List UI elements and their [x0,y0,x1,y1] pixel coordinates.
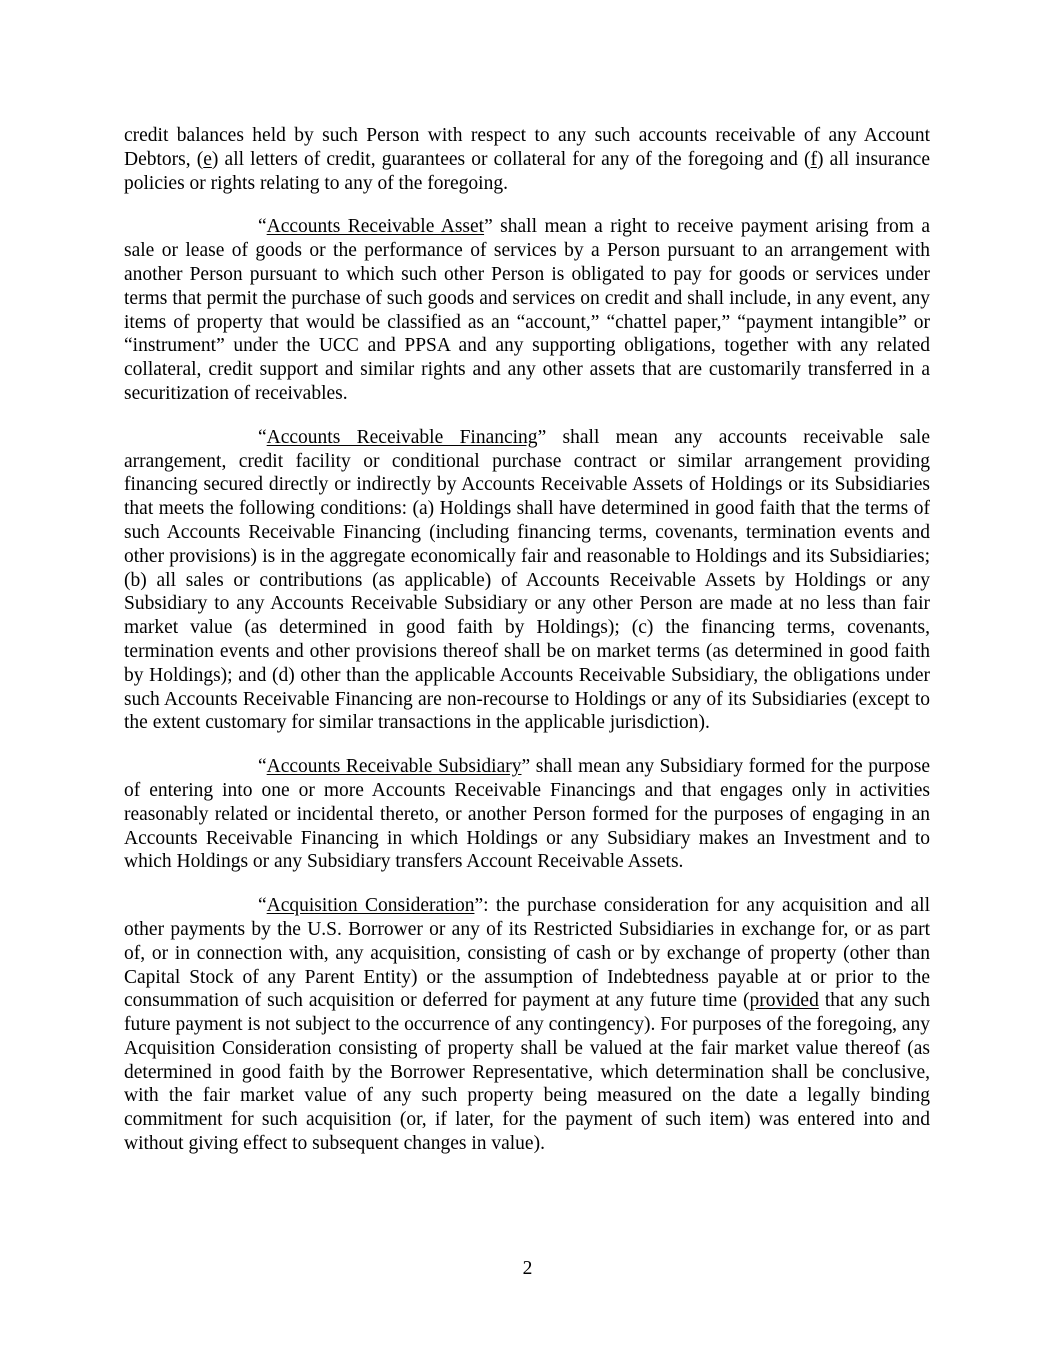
definition-accounts-receivable-subsidiary [124,755,930,874]
definition-text-after: that any such future payment is not subject to the occurrence of any contingency). For purposes of the foregoing, any Acquisition Consideration consisting of property shall be valued at the fair market value thereof (as determined in good faith by the Borrower Representative, which determination shall be conclusive, with the fair market value of any such property being measured on the date a legally binding commitment for such acquisition (or, if later, for the payment of such item) was entered into and without giving effect to subsequent changes in value). [124,990,931,1155]
document-body [124,124,930,1176]
continuation-text-2: ) all letters of credit, guarantees or collateral for any of the foregoing and ( [211,148,811,170]
definition-text: ” shall mean any accounts receivable sale arrangement, credit facility or conditional purchase contract or similar arrangement providing financing secured directly or indirectly by Accounts Receivable Assets of Holdings or its Subsidiaries that meets the following conditions: (a) Holdings shall have determined in good faith that the terms of such Accounts Receivable Financing (including financing terms, covenants, termination events and other provisions) is in the aggregate economically fair and reasonable to Holdings and its Subsidiaries; (b) all sales or contributions (as applicable) of Accounts Receivable Assets by Holdings or any Subsidiary to any Accounts Receivable Subsidiary or any other Person are made at no less than fair market value (as determined in good faith by Holdings); (c) the financing terms, covenants, termination events and other provisions thereof shall be on market terms (as determined in good faith by Holdings); and (d) other than the applicable Accounts Receivable Subsidiary, the obligations under such Accounts Receivable Financing are non-recourse to Holdings or any of its Subsidiaries (except to the extent customary for similar transactions in the applicable jurisdiction). [124,426,930,734]
open-quote: “ [258,426,267,448]
defined-term: Accounts Receivable Asset [266,216,485,238]
definition-accounts-receivable-asset [124,215,930,405]
definition-text: ” shall mean any Subsidiary formed for the purpose of entering into one or more Accounts Receivable Financings and that engages only in activities reasonably related or incidental thereto, or another Person formed for the purposes of engaging in an Accounts Receivable Financing in which Holdings or any Subsidiary makes an Investment and to which Holdings or any Subsidiary transfers Account Receivable Assets. [124,756,930,873]
definition-accounts-receivable-financing [124,426,930,735]
definition-text-before: ”: the purchase consideration for any acquisition and all other payments by the U.S. Borrower or any of its Restricted Subsidiaries in exchange for, or as part of, or in connection with, any acquisition, consisting of cash or by exchange of property (other than Capital Stock of any Parent Entity) or the assumption of Indebtedness payable at or prior to the consummation of such acquisition or deferred for payment at any future time ( [124,895,930,1012]
continuation-text-1: credit balances held by such Person with respect to any such accounts receivable of any Account Debtors, ( [124,125,930,170]
continuation-text-3: ) all insurance policies or rights relating to any of the foregoing. [124,148,930,194]
provided-term: provided [749,990,819,1012]
defined-term: Acquisition Consideration [266,895,475,917]
definition-acquisition-consideration [124,894,930,1156]
defined-term: Accounts Receivable Subsidiary [266,756,522,778]
clause-letter-e: e [203,148,212,170]
definition-text: ” shall mean a right to receive payment arising from a sale or lease of goods or the performance of services by a Person pursuant to an arrangement with another Person pursuant to which such other Person is obligated to pay for goods or services under terms that permit the purchase of such goods and services on credit and shall include, in any event, any items of property that would be classified as an “account,” “chattel paper,” “payment intangible” or “instrument” under the UCC and PPSA and any supporting obligations, together with any related collateral, credit support and similar rights and any other assets that are customarily transferred in a securitization of receivables. [124,216,930,404]
paragraph-continuation [124,124,930,195]
defined-term: Accounts Receivable Financing [266,426,538,448]
open-quote: “ [258,216,267,238]
open-quote: “ [258,756,267,778]
page-number: 2 [522,1258,533,1279]
clause-letter-f: f [810,148,818,170]
open-quote: “ [258,895,267,917]
